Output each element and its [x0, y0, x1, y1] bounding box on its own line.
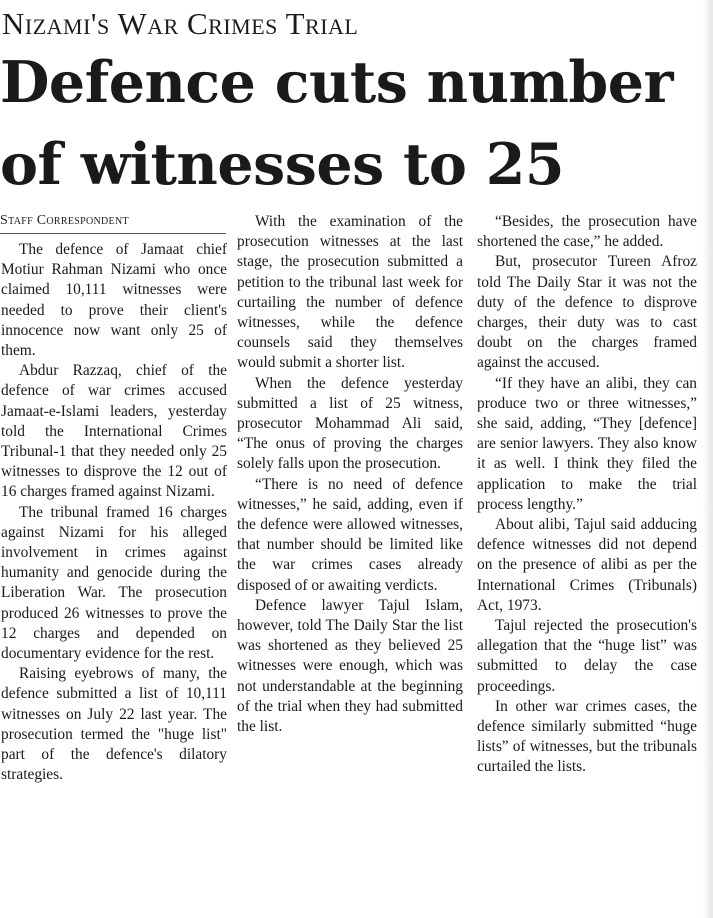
article-column-2	[237, 212, 463, 737]
paragraph: But, prosecutor Tureen Afroz told The Daily Star it was not the duty of the defence to disprove charges, their duty was to cast doubt on the charges framed against the accused.	[477, 253, 697, 372]
article-column-3	[477, 212, 697, 778]
byline: Staff Correspondent	[0, 213, 129, 228]
paragraph: Defence lawyer Tajul Islam, however, told The Daily Star the list was shortened as they believed 25 witnesses were enough, which was not understandable at the beginning of the trial when they had submitted the list.	[237, 596, 463, 736]
article-column-1	[1, 240, 227, 785]
paragraph: Raising eyebrows of many, the defence submitted a list of 10,111 witnesses on July 22 last year. The prosecution termed the "huge list" part of the defence's dilatory strategies.	[1, 665, 227, 784]
page-edge-shadow	[703, 0, 713, 918]
paragraph: Abdur Razzaq, chief of the defence of war crimes accused Jamaat-e-Islami leaders, yesterday told the International Crimes Tribunal-1 that they needed only 25 witnesses to disprove the 12 out of 16 charges framed against Nizami.	[1, 362, 227, 501]
headline-line-1: Defence cuts number	[0, 49, 673, 116]
headline-line-2: of witnesses to 25	[0, 131, 565, 198]
paragraph: About alibi, Tajul said adducing defence witnesses did not depend on the presence of alibi as per the International Crimes (Tribunals) Act, 1973.	[477, 516, 697, 614]
article-kicker: Nizami's War Crimes Trial	[2, 6, 359, 41]
paragraph: Tajul rejected the prosecution's allegation that the “huge list” was submitted to delay the case proceedings.	[477, 617, 697, 695]
paragraph: The defence of Jamaat chief Motiur Rahman Nizami who once claimed 10,111 witnesses were needed to prove their client's innocence now want only 25 of them.	[1, 241, 227, 360]
paragraph: “There is no need of defence witnesses,” he said, adding, even if the defence were allowed witnesses, that number should be limited like the war crimes cases already disposed of or awaiting verdicts.	[237, 475, 463, 594]
paragraph: When the defence yesterday submitted a list of 25 witness, prosecutor Mohammad Ali said, “The onus of proving the charges solely falls upon the prosecution.	[237, 374, 463, 473]
byline-rule	[0, 233, 226, 234]
paragraph: The tribunal framed 16 charges against Nizami for his alleged involvement in crimes against humanity and genocide during the Liberation War. The prosecution produced 26 witnesses to prove the 12 charges and depended on documentary evidence for the rest.	[1, 503, 227, 663]
article-headline	[0, 42, 711, 206]
paragraph: “Besides, the prosecution have shortened the case,” he added.	[477, 213, 697, 251]
paragraph: “If they have an alibi, they can produce two or three witnesses,” she said, adding, “They [defence] are senior lawyers. They also know it as well. I think they filed the application to make the trial process lengthy.”	[477, 374, 697, 513]
paragraph: In other war crimes cases, the defence similarly submitted “huge lists” of witnesses, but the tribunals curtailed the lists.	[477, 697, 697, 776]
paragraph: With the examination of the prosecution witnesses at the last stage, the prosecution submitted a petition to the tribunal last week for curtailing the number of defence witnesses, while the defence counsels said they themselves would submit a shorter list.	[237, 213, 463, 372]
